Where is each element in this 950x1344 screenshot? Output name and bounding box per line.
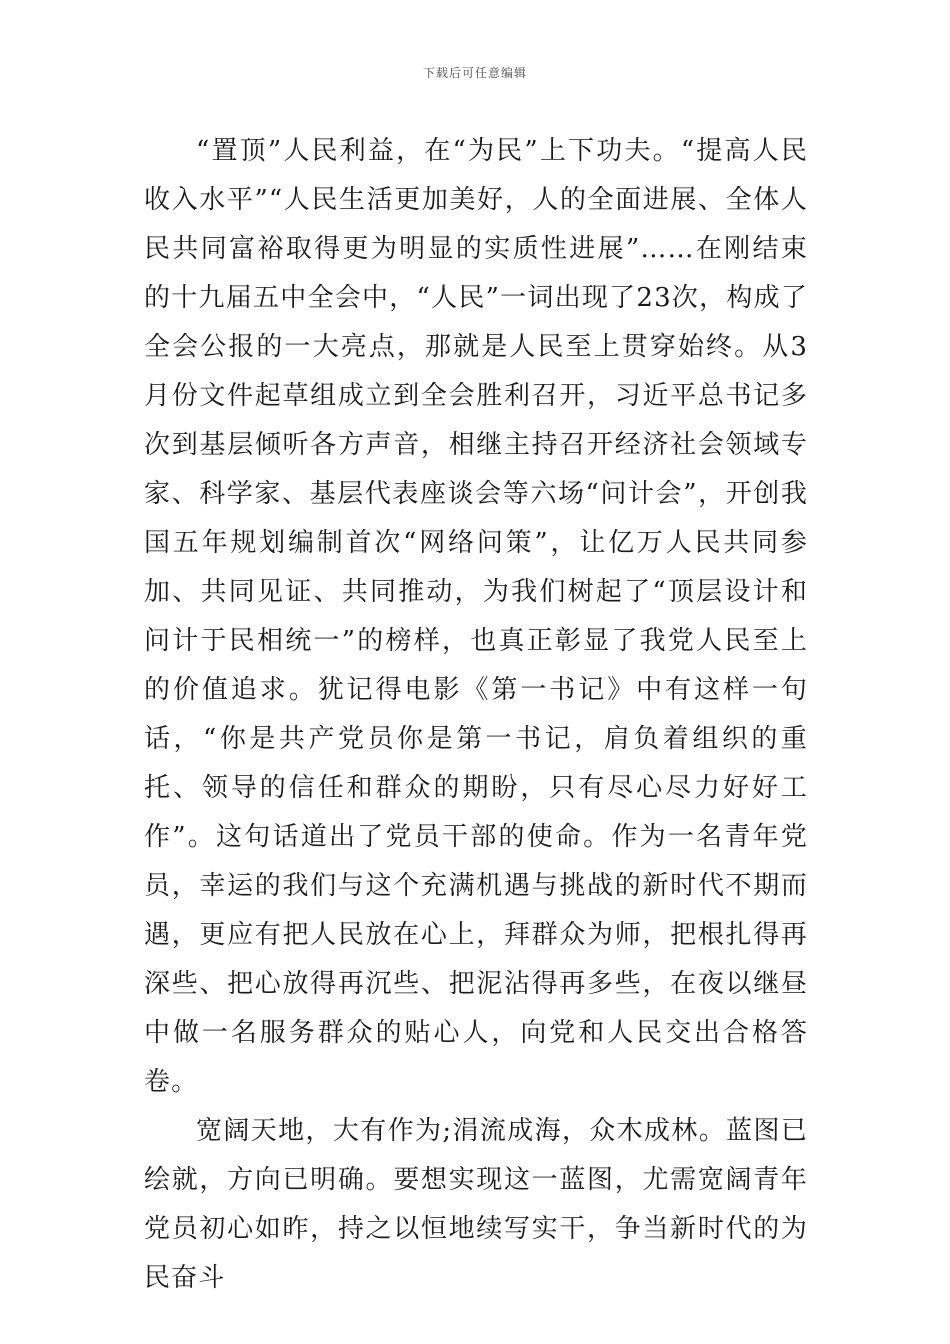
paragraph-broad-world: 宽阔天地，大有作为;涓流成海，众木成林。蓝图已绘就，方向已明确。要想实现这一蓝图，尤需宽阔青年党员初心如昨，持之以恒地续写实干，争当新时代的为民奋斗	[144, 1116, 808, 1293]
page-header-note: 下载后可任意编辑	[422, 66, 527, 80]
paragraph-people-first: “置顶”人民利益，在“为民”上下功夫。“提高人民收入水平”“人民生活更加美好，人的全面进展、全体人民共同富裕取得更为明显的实质性进展”……在刚结束的十九届五中全会中，“人民”一词出现了23次，构成了全会公报的一大亮点，那就是人民至上贯穿始终。从3月份文件起草组成立到全会胜利召开，习近平总书记多次到基层倾听各方声音，相继主持召开经济社会领域专家、科学家、基层代表座谈会等六场“问计会”，开创我国五年规划编制首次“网络问策”，让亿万人民共同参加、共同见证、共同推动，为我们树起了“顶层设计和问计于民相统一”的榜样，也真正彰显了我党人民至上的价值追求。犹记得电影《第一书记》中有这样一句话，“你是共产党员你是第一书记，肩负着组织的重托、领导的信任和群众的期盼，只有尽心尽力好好工作”。这句话道出了党员干部的使命。作为一名青年党员，幸运的我们与这个充满机遇与挑战的新时代不期而遇，更应有把人民放在心上，拜群众为师，把根扎得再深些、把心放得再沉些、把泥沾得再多些，在夜以继昼中做一名服务群众的贴心人，向党和人民交出合格答卷。	[144, 136, 808, 1097]
document-body	[144, 127, 808, 1303]
